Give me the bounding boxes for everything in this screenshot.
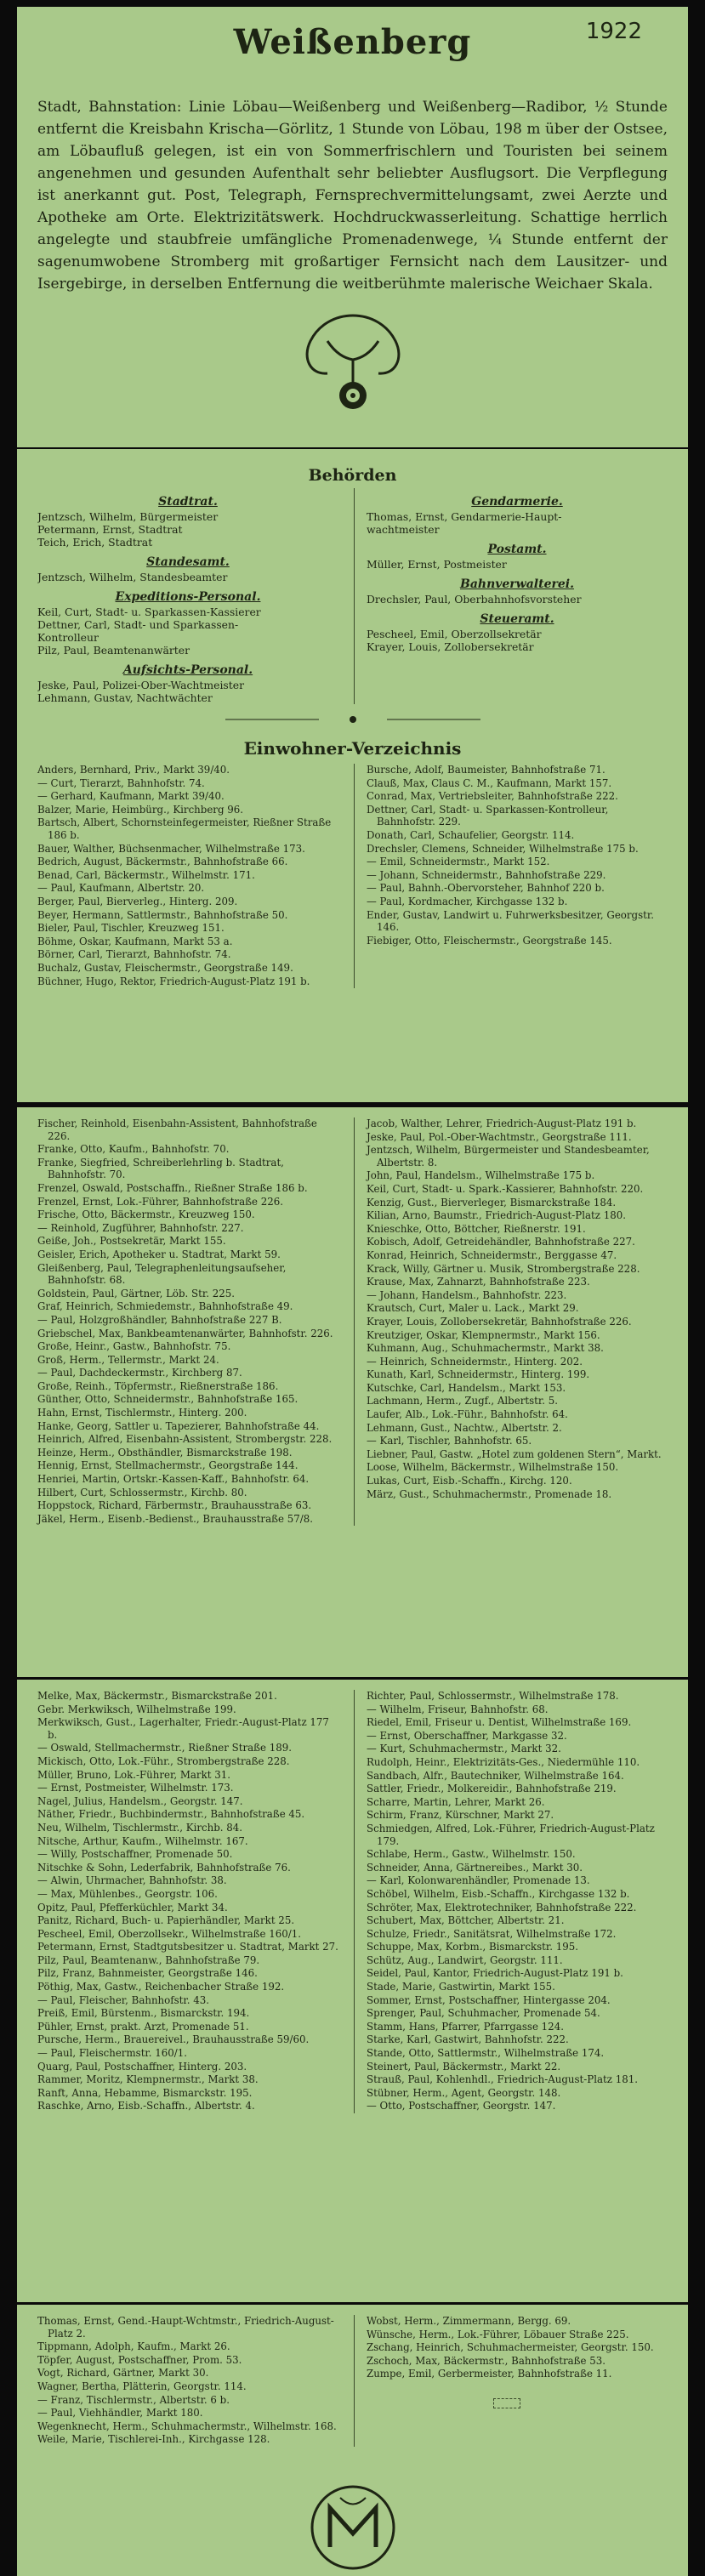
resident-entry: Rudolph, Heinr., Elektrizitäts-Ges., Niedermühle 110. (367, 1755, 640, 1768)
resident-entry: Bursche, Adolf, Baumeister, Bahnhofstraße 71. (367, 764, 606, 776)
resident-entry: — Ernst, Postmeister, Wilhelmstr. 173. (37, 1782, 234, 1794)
resident-entry: Schröter, Max, Elektrotechniker, Bahnhofstraße 222. (367, 1901, 637, 1914)
resident-entry: Krause, Max, Zahnarzt, Bahnhofstraße 223. (367, 1276, 590, 1288)
resident-entry: Pursche, Herm., Brauereivel., Brauhausstraße 59/60. (37, 2033, 310, 2046)
resident-entry: Geisler, Erich, Apotheker u. Stadtrat, Markt 59. (37, 1248, 281, 1260)
residents-right-column (354, 1117, 668, 1526)
resident-entry: — Karl, Kolonwarenhändler, Promenade 13. (367, 1874, 590, 1887)
resident-entry: Graf, Heinrich, Schmiedemstr., Bahnhofstraße 49. (37, 1300, 293, 1313)
resident-entry: Günther, Otto, Schneidermstr., Bahnhofstraße 165. (37, 1393, 298, 1406)
authority-line: Jeske, Paul, Polizei-Ober-Wachtmeister (37, 679, 245, 691)
resident-entry: Anders, Bernhard, Priv., Markt 39/40. (37, 764, 230, 776)
resident-entry: Kutschke, Carl, Handelsm., Markt 153. (367, 1381, 566, 1394)
resident-entry: — Heinrich, Schneidermstr., Hinterg. 202. (367, 1355, 583, 1368)
authority-line: Thomas, Ernst, Gendarmerie-Haupt- (367, 510, 562, 523)
resident-entry: — Oswald, Stellmachermstr., Rießner Straße 189. (37, 1742, 293, 1754)
resident-entry: Ender, Gustav, Landwirt u. Fuhrwerksbesitzer, Georgstr. 146. (367, 908, 654, 934)
resident-entry: Zschang, Heinrich, Schuhmachermeister, Georgstr. 150. (367, 2341, 654, 2354)
resident-entry: Sandbach, Alfr., Bautechniker, Wilhelmstraße 164. (367, 1769, 624, 1782)
resident-entry: Wünsche, Herm., Lok.-Führer, Löbauer Straße 225. (367, 2328, 629, 2340)
resident-entry: — Karl, Tischler, Bahnhofstr. 65. (367, 1435, 532, 1447)
resident-entry: Börner, Carl, Tierarzt, Bahnhofstr. 74. (37, 948, 231, 961)
authority-line: Müller, Ernst, Postmeister (367, 558, 507, 571)
resident-entry: Dettner, Carl, Stadt- u. Sparkassen-Kontrolleur, Bahnhofstr. 229. (367, 803, 609, 828)
authority-line: Pescheel, Emil, Oberzollsekretär (367, 628, 542, 640)
town-description: Stadt, Bahnstation: Linie Löbau—Weißenberg und Weißenberg—Radibor, ½ Stunde entfernt die Kreisbahn Krischa—Görlitz, 1 Stunde von Löbau, 198 m über der Ostsee, am Löbaufluß gelegen, ist ein von Sommerfrischlern und Touristen bei seinem angenehmen und gesunden Aufenthalt sehr beliebter Ausflugsort. Die Verpflegung ist anerkannt gut. Post, Telegraph, Fernsprechvermittelungsamt, zwei Aerzte und Apotheke am Orte. Elektrizitätswerk. Hochdruckwasserleitung. Schattige herrlich angelegte und staubfreie umfängliche Promenadenwege, ¼ Stunde entfernt der sagenumwobene Stromberg mit großartiger Fernsicht nach dem Lausitzer- und Isergebirge, in derselben Entfernung die weitberühmte malerische Weichaer Skala. (37, 99, 668, 293)
residents-heading: Einwohner-Verzeichnis (243, 738, 462, 759)
resident-entry: — Paul, Dachdeckermstr., Kirchberg 87. (37, 1367, 242, 1379)
resident-entry: Müller, Bruno, Lok.-Führer, Markt 31. (37, 1768, 230, 1781)
resident-entry: — Ernst, Oberschaffner, Markgasse 32. (367, 1729, 567, 1742)
resident-entry: Ranft, Anna, Hebamme, Bismarckstr. 195. (37, 2086, 253, 2099)
authority-subheading: Gendarmerie. (471, 495, 563, 509)
resident-entry: Steinert, Paul, Bäckermstr., Markt 22. (367, 2060, 561, 2073)
resident-entry: Bartsch, Albert, Schornsteinfegermeister, Rießner Straße 186 b. (37, 816, 332, 841)
authority-subheading: Standesamt. (146, 555, 230, 569)
resident-entry: Bauer, Walther, Büchsenmacher, Wilhelmstraße 173. (37, 842, 305, 855)
resident-entry: Büchner, Hugo, Rektor, Friedrich-August-Platz 191 b. (37, 975, 310, 987)
resident-entry: März, Gust., Schuhmachermstr., Promenade 18. (367, 1487, 612, 1500)
resident-entry: — Johann, Handelsm., Bahnhofstr. 223. (367, 1288, 567, 1301)
resident-entry: Pilz, Franz, Bahnmeister, Georgstraße 146. (37, 1967, 258, 1980)
resident-entry: Quarg, Paul, Postschaffner, Hinterg. 203. (37, 2060, 247, 2073)
resident-entry: Loose, Wilhelm, Bäckermstr., Wilhelmstraße 150. (367, 1461, 619, 1474)
resident-entry: Heinze, Herm., Obsthändler, Bismarckstraße 198. (37, 1446, 293, 1459)
resident-entry: Hanke, Georg, Sattler u. Tapezierer, Bahnhofstraße 44. (37, 1419, 320, 1432)
authorities-left-column (37, 488, 338, 704)
resident-entry: Rammer, Moritz, Klempnermstr., Markt 38. (37, 2073, 259, 2086)
resident-entry: Fischer, Reinhold, Eisenbahn-Assistent, Bahnhofstraße 226. (37, 1117, 317, 1142)
resident-entry: Lukas, Curt, Eisb.-Schaffn., Kirchg. 120. (367, 1475, 572, 1487)
resident-entry: John, Paul, Handelsm., Wilhelmstraße 175 b. (367, 1169, 595, 1182)
resident-entry: Griebschel, Max, Bankbeamtenanwärter, Bahnhofstr. 226. (37, 1327, 333, 1339)
resident-entry: Pescheel, Emil, Oberzollsekr., Wilhelmstraße 160/1. (37, 1927, 302, 1940)
resident-entry: — Gerhard, Kaufmann, Markt 39/40. (37, 790, 225, 803)
residents-right-column (354, 764, 668, 988)
resident-entry: Knieschke, Otto, Böttcher, Rießnerstr. 191. (367, 1222, 586, 1235)
resident-entry: Wegenknecht, Herm., Schuhmachermstr., Wilhelmstr. 168. (37, 2420, 337, 2432)
resident-entry: Tippmann, Adolph, Kaufm., Markt 26. (37, 2340, 230, 2353)
resident-entry: — Johann, Schneidermstr., Bahnhofstraße 229. (367, 868, 606, 881)
resident-entry: Schlabe, Herm., Gastw., Wilhelmstr. 150. (367, 1848, 576, 1861)
residents-right-column (354, 1690, 668, 2113)
resident-entry: Krautsch, Curt, Maler u. Lack., Markt 29. (367, 1302, 579, 1315)
resident-entry: Schöbel, Wilhelm, Eisb.-Schaffn., Kirchgasse 132 b. (367, 1887, 630, 1900)
authority-line: Krayer, Louis, Zollobersekretär (367, 640, 534, 653)
resident-entry: Kobisch, Adolf, Getreidehändler, Bahnhofstraße 227. (367, 1236, 635, 1248)
resident-entry: Keil, Curt, Stadt- u. Spark.-Kassierer, Bahnhofstr. 220. (367, 1182, 644, 1195)
resident-entry: Böhme, Oskar, Kaufmann, Markt 53 a. (37, 935, 233, 947)
resident-entry: Gleißenberg, Paul, Telegraphenleitungsaufseher, Bahnhofstr. 68. (37, 1261, 287, 1287)
resident-entry: Schmiedgen, Alfred, Lok.-Führer, Friedrich-August-Platz 179. (367, 1822, 655, 1847)
resident-entry: Schubert, Max, Böttcher, Albertstr. 21. (367, 1914, 565, 1927)
resident-entry: Hoppstock, Richard, Färbermstr., Brauhausstraße 63. (37, 1499, 312, 1512)
resident-entry: Schulze, Friedr., Sanitätsrat, Wilhelmstraße 172. (367, 1927, 617, 1940)
resident-entry: Riedel, Emil, Friseur u. Dentist, Wilhelmstraße 169. (367, 1716, 632, 1729)
resident-entry: Petermann, Ernst, Stadtgutsbesitzer u. Stadtrat, Markt 27. (37, 1941, 338, 1953)
resident-entry: Zschoch, Max, Bäckermstr., Bahnhofstraße 53. (367, 2354, 606, 2367)
resident-entry: Wagner, Bertha, Plätterin, Georgstr. 114. (37, 2380, 247, 2392)
authority-line: wachtmeister (367, 523, 440, 536)
resident-entry: — Wilhelm, Friseur, Bahnhofstr. 68. (367, 1703, 549, 1715)
resident-entry: Weile, Marie, Tischlerei-Inh., Kirchgasse 128. (37, 2433, 270, 2446)
resident-entry: Frische, Otto, Bäckermstr., Kreuzweg 150. (37, 1208, 255, 1221)
resident-entry: Kreutziger, Oskar, Klempnermstr., Markt 156. (367, 1328, 600, 1341)
resident-entry: Sprenger, Paul, Schuhmacher, Promenade 54. (367, 2007, 600, 2020)
resident-entry: Thomas, Ernst, Gend.-Haupt-Wchtmstr., Friedrich-August-Platz 2. (37, 2315, 334, 2340)
resident-entry: Hilbert, Curt, Schlossermstr., Kirchb. 80. (37, 1486, 247, 1498)
resident-entry: Stade, Marie, Gastwirtin, Markt 155. (367, 1981, 555, 1993)
resident-entry: Kenzig, Gust., Bierverleger, Bismarckstraße 184. (367, 1196, 617, 1208)
resident-entry: Krack, Willy, Gärtner u. Musik, Strombergstraße 228. (367, 1262, 640, 1275)
resident-entry: Nitsche, Arthur, Kaufm., Wilhelmstr. 167. (37, 1834, 248, 1847)
residents-panel-3 (17, 1680, 688, 2302)
resident-entry: Benad, Carl, Bäckermstr., Wilhelmstr. 171. (37, 868, 255, 881)
page-title: Weißenberg (233, 22, 472, 62)
resident-entry: Frenzel, Oswald, Postschaffn., Rießner Straße 186 b. (37, 1181, 308, 1194)
resident-entry: Starke, Karl, Gastwirt, Bahnhofstr. 222. (367, 2033, 569, 2046)
resident-entry: Pöthig, Max, Gastw., Reichenbacher Straße 192. (37, 1981, 285, 1993)
resident-entry: Stamm, Hans, Pfarrer, Pfarrgasse 124. (367, 2020, 564, 2033)
resident-entry: Bieler, Paul, Tischler, Kreuzweg 151. (37, 922, 225, 935)
town-header-panel (17, 7, 688, 447)
resident-entry: Opitz, Paul, Pfefferküchler, Markt 34. (37, 1901, 228, 1914)
residents-columns-4 (37, 2315, 668, 2447)
resident-entry: Franke, Siegfried, Schreiberlehrling b. Stadtrat, Bahnhofstr. 70. (37, 1156, 284, 1181)
resident-entry: Schuppe, Max, Korbm., Bismarckstr. 195. (367, 1941, 578, 1953)
resident-entry: Strauß, Paul, Kohlenhdl., Friedrich-August-Platz 181. (367, 2073, 638, 2086)
resident-entry: Bedrich, August, Bäckermstr., Bahnhofstraße 66. (37, 856, 288, 868)
resident-entry: Neu, Wilhelm, Tischlermstr., Kirchb. 84. (37, 1821, 243, 1834)
resident-entry: — Paul, Kaufmann, Albertstr. 20. (37, 882, 205, 895)
resident-entry: Krayer, Louis, Zollobersekretär, Bahnhofstraße 226. (367, 1315, 632, 1328)
resident-entry: Zumpe, Emil, Gerbermeister, Bahnhofstraße 11. (367, 2368, 612, 2380)
resident-entry: — Paul, Kordmacher, Kirchgasse 132 b. (367, 895, 568, 907)
resident-entry: Laufer, Alb., Lok.-Führ., Bahnhofstr. 64. (367, 1408, 568, 1421)
authority-subheading: Aufsichts-Personal. (122, 663, 253, 677)
resident-entry: Konrad, Heinrich, Schneidermstr., Berggasse 47. (367, 1248, 617, 1261)
authorities-right-column (354, 488, 668, 704)
resident-entry: Gebr. Merkwiksch, Wilhelmstraße 199. (37, 1703, 236, 1715)
authorities-heading: Behörden (308, 466, 397, 485)
resident-entry: — Otto, Postschaffner, Georgstr. 147. (367, 2100, 556, 2113)
resident-entry: Kilian, Arno, Baumstr., Friedrich-August-Platz 180. (367, 1209, 626, 1222)
authority-subheading: Postamt. (487, 543, 547, 556)
resident-entry: Franke, Otto, Kaufm., Bahnhofstr. 70. (37, 1143, 230, 1156)
resident-entry: Sattler, Friedr., Molkereidir., Bahnhofstraße 219. (367, 1783, 617, 1795)
authority-subheading: Stadtrat. (158, 495, 218, 509)
authority-line: Jentzsch, Wilhelm, Standesbeamter (37, 571, 228, 583)
resident-entry: Lachmann, Herm., Zugf., Albertstr. 5. (367, 1395, 558, 1407)
authorities-columns (37, 488, 668, 704)
resident-entry: Balzer, Marie, Heimbürg., Kirchberg 96. (37, 803, 244, 816)
resident-entry: — Alwin, Uhrmacher, Bahnhofstr. 38. (37, 1874, 227, 1887)
residents-panel-4 (17, 2305, 688, 2576)
authority-line: Petermann, Ernst, Stadtrat (37, 523, 183, 536)
resident-entry: Melke, Max, Bäckermstr., Bismarckstraße 201. (37, 1690, 277, 1702)
residents-columns-1 (37, 764, 668, 988)
resident-entry: Hahn, Ernst, Tischlermstr., Hinterg. 200. (37, 1407, 247, 1419)
resident-entry: Schirm, Franz, Kürschner, Markt 27. (367, 1809, 554, 1822)
authority-line: Drechsler, Paul, Oberbahnhofsvorsteher (367, 593, 582, 606)
authority-subheading: Steueramt. (480, 612, 554, 626)
resident-entry: Schütz, Aug., Landwirt, Georgstr. 111. (367, 1953, 563, 1966)
resident-entry: Groß, Herm., Tellermstr., Markt 24. (37, 1353, 219, 1366)
resident-entry: Sommer, Ernst, Postschaffner, Hintergasse 204. (367, 1993, 611, 2006)
resident-entry: Fiebiger, Otto, Fleischermstr., Georgstraße 145. (367, 934, 612, 947)
authority-line: Teich, Erich, Stadtrat (37, 536, 153, 549)
authorities-panel (17, 449, 688, 1102)
resident-entry: — Reinhold, Zugführer, Bahnhofstr. 227. (37, 1221, 244, 1234)
authority-line: Lehmann, Gustav, Nachtwächter (37, 691, 213, 704)
resident-entry: Pühler, Ernst, prakt. Arzt, Promenade 51. (37, 2020, 249, 2033)
authority-line: Pilz, Paul, Beamtenanwärter (37, 644, 190, 657)
resident-entry: Conrad, Max, Vertriebsleiter, Bahnhofstraße 222. (367, 790, 618, 803)
residents-columns-3 (37, 1690, 668, 2113)
authority-subheading: Expeditions-Personal. (115, 590, 261, 604)
resident-entry: Frenzel, Ernst, Lok.-Führer, Bahnhofstraße 226. (37, 1195, 283, 1208)
resident-entry: Lehmann, Gust., Nachtw., Albertstr. 2. (367, 1421, 562, 1434)
resident-entry: Richter, Paul, Schlossermstr., Wilhelmstraße 178. (367, 1690, 619, 1702)
residents-left-column (37, 1690, 338, 2113)
resident-entry: Kunath, Karl, Schneidermstr., Hinterg. 199. (367, 1368, 590, 1381)
resident-entry: Vogt, Richard, Gärtner, Markt 30. (37, 2367, 209, 2380)
resident-entry: — Max, Mühlenbes., Georgstr. 106. (37, 1887, 218, 1900)
resident-entry: Wobst, Herm., Zimmermann, Bergg. 69. (367, 2315, 571, 2327)
resident-entry: — Paul, Holzgroßhändler, Bahnhofstraße 227 B. (37, 1313, 282, 1326)
resident-entry: Mickisch, Otto, Lok.-Führ., Strombergstraße 228. (37, 1754, 290, 1767)
resident-entry: Hennig, Ernst, Stellmachermstr., Georgstraße 144. (37, 1459, 298, 1472)
resident-entry: — Kurt, Schuhmachermstr., Markt 32. (367, 1743, 561, 1755)
resident-entry: — Paul, Fleischer, Bahnhofstr. 43. (37, 1993, 210, 2006)
resident-entry: Jentzsch, Wilhelm, Bürgermeister und Standesbeamter, Albertstr. 8. (367, 1144, 650, 1169)
authority-line: Kontrolleur (37, 631, 99, 644)
resident-entry: Preiß, Emil, Bürstenm., Bismarckstr. 194. (37, 2007, 250, 2020)
monogram-ornament-icon (306, 2481, 400, 2574)
residents-right-column (354, 2315, 668, 2447)
resident-entry: Scharre, Martin, Lehrer, Markt 26. (367, 1795, 545, 1808)
resident-entry: Geiße, Joh., Postsekretär, Markt 155. (37, 1235, 226, 1248)
resident-entry: — Franz, Tischlermstr., Albertstr. 6 b. (37, 2393, 230, 2406)
authority-subheading: Bahnverwalterei. (460, 577, 574, 591)
resident-entry: Goldstein, Paul, Gärtner, Löb. Str. 225. (37, 1287, 235, 1299)
resident-entry: Henriei, Martin, Ortskr.-Kassen-Kaff., Bahnhofstr. 64. (37, 1473, 310, 1486)
resident-entry: Jäkel, Herm., Eisenb.-Bedienst., Brauhausstraße 57/8. (37, 1512, 313, 1525)
resident-entry: Große, Reinh., Töpfermstr., Rießnerstraße 186. (37, 1379, 279, 1392)
resident-entry: Donath, Carl, Schaufelier, Georgstr. 114. (367, 828, 575, 841)
resident-entry: Seidel, Paul, Kantor, Friedrich-August-Platz 191 b. (367, 1967, 623, 1980)
resident-entry: — Willy, Postschaffner, Promenade 50. (37, 1848, 233, 1861)
resident-entry: Beyer, Hermann, Sattlermstr., Bahnhofstraße 50. (37, 908, 288, 921)
residents-left-column (37, 764, 338, 988)
resident-entry: Pilz, Paul, Beamtenanw., Bahnhofstraße 79. (37, 1953, 260, 1966)
year-label: 1922 (585, 19, 642, 44)
resident-entry: Nagel, Julius, Handelsm., Georgstr. 147. (37, 1794, 243, 1807)
residents-panel-2 (17, 1107, 688, 1677)
resident-entry: Schneider, Anna, Gärtnereibes., Markt 30. (367, 1861, 583, 1874)
authority-line: Jentzsch, Wilhelm, Bürgermeister (37, 510, 219, 523)
resident-entry: Liebner, Paul, Gastw. „Hotel zum goldenen Stern“, Markt. (367, 1447, 662, 1460)
resident-entry: Jacob, Walther, Lehrer, Friedrich-August-Platz 191 b. (367, 1117, 637, 1129)
resident-entry: Clauß, Max, Claus C. M., Kaufmann, Markt 157. (367, 776, 612, 789)
resident-entry: Näther, Friedr., Buchbindermstr., Bahnhofstraße 45. (37, 1808, 305, 1821)
residents-columns-2 (37, 1117, 668, 1526)
resident-entry: Nitschke & Sohn, Lederfabrik, Bahnhofstraße 76. (37, 1861, 291, 1874)
resident-entry: Kuhmann, Aug., Schuhmachermstr., Markt 38. (367, 1342, 604, 1355)
resident-entry: — Emil, Schneidermstr., Markt 152. (367, 856, 550, 868)
resident-entry: Raschke, Arno, Eisb.-Schaffn., Albertstr. 4. (37, 2100, 255, 2113)
residents-left-column (37, 2315, 338, 2447)
resident-entry: — Paul, Bahnh.-Obervorsteher, Bahnhof 220 b. (367, 882, 605, 895)
floral-ornament-icon (285, 307, 421, 418)
resident-entry: — Paul, Viehhändler, Markt 180. (37, 2407, 203, 2420)
authority-line: Keil, Curt, Stadt- u. Sparkassen-Kassierer (37, 606, 261, 618)
dotted-box (493, 2398, 520, 2408)
residents-left-column (37, 1117, 338, 1526)
resident-entry: Merkwiksch, Gust., Lagerhalter, Friedr.-August-Platz 177 b. (37, 1716, 329, 1741)
resident-entry: Töpfer, August, Postschaffner, Prom. 53. (37, 2353, 242, 2366)
resident-entry: Stübner, Herm., Agent, Georgstr. 148. (367, 2086, 561, 2099)
resident-entry: Große, Heinr., Gastw., Bahnhofstr. 75. (37, 1340, 231, 1353)
resident-entry: Heinrich, Alfred, Eisenbahn-Assistent, Strombergstr. 228. (37, 1433, 333, 1446)
resident-entry: Jeske, Paul, Pol.-Ober-Wachtmstr., Georgstraße 111. (367, 1130, 632, 1143)
divider-ornament-icon (38, 713, 668, 726)
resident-entry: Buchalz, Gustav, Fleischermstr., Georgstraße 149. (37, 961, 293, 974)
authority-line: Dettner, Carl, Stadt- und Sparkassen- (37, 618, 239, 631)
resident-entry: — Curt, Tierarzt, Bahnhofstr. 74. (37, 776, 205, 789)
resident-entry: Stande, Otto, Sattlermstr., Wilhelmstraße 174. (367, 2047, 605, 2060)
resident-entry: — Paul, Fleischermstr. 160/1. (37, 2047, 188, 2060)
resident-entry: Berger, Paul, Bierverleg., Hinterg. 209. (37, 895, 238, 907)
resident-entry: Panitz, Richard, Buch- u. Papierhändler, Markt 25. (37, 1914, 295, 1927)
resident-entry: Drechsler, Clemens, Schneider, Wilhelmstraße 175 b. (367, 842, 639, 855)
